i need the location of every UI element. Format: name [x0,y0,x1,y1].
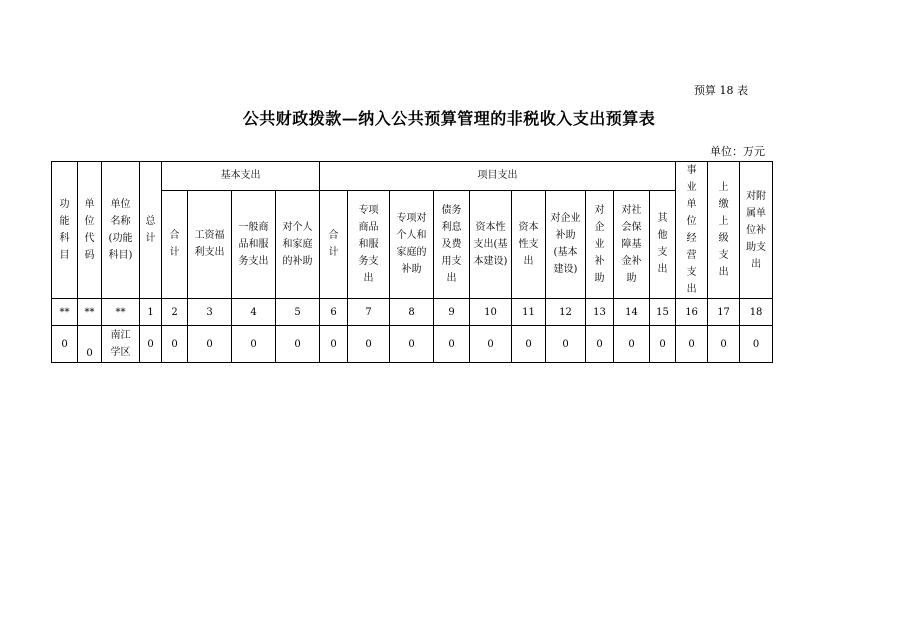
header-cell: 对企业补助(基本建设) [546,190,586,298]
index-cell: ** [78,299,102,326]
table-row [52,326,773,363]
header-cell: 功能科目 [52,162,78,299]
header-cell: 总计 [140,162,162,299]
data-cell: 0 [614,326,650,363]
table-header-row-1 [52,162,773,191]
index-cell: 14 [614,299,650,326]
index-cell: ** [102,299,140,326]
index-cell: 9 [434,299,470,326]
index-cell: 1 [140,299,162,326]
index-cell: 6 [320,299,348,326]
data-cell: 0 [434,326,470,363]
data-cell: 0 [232,326,276,363]
header-cell: 合计 [320,190,348,298]
index-cell: 4 [232,299,276,326]
header-cell: 专项商品和服务支出 [348,190,390,298]
header-cell: 单位名称(功能科目) [102,162,140,299]
header-cell: 工资福利支出 [188,190,232,298]
table-index-row [52,299,773,326]
data-cell: 0 [708,326,740,363]
header-cell: 专项对个人和家庭的补助 [390,190,434,298]
header-cell: 资本性支出(基本建设) [470,190,512,298]
page-title: 公共财政拨款—纳入公共预算管理的非税收入支出预算表 [242,109,656,128]
index-cell: 18 [740,299,773,326]
index-cell: 13 [586,299,614,326]
header-cell: 资本性支出 [512,190,546,298]
index-cell: 10 [470,299,512,326]
unit-label: 单位：万元 [710,145,765,158]
header-cell: 单位代码 [78,162,102,299]
index-cell: 8 [390,299,434,326]
index-cell: 17 [708,299,740,326]
data-cell: 0 [188,326,232,363]
header-cell: 债务利息及费用支出 [434,190,470,298]
header-cell: 对个人和家庭的补助 [276,190,320,298]
index-cell: 7 [348,299,390,326]
index-cell: 5 [276,299,320,326]
header-cell: 对社会保障基金补助 [614,190,650,298]
data-cell: 0 [470,326,512,363]
index-cell: 15 [650,299,676,326]
budget-table [51,161,773,363]
data-cell: 0 [140,326,162,363]
data-cell: 0 [78,326,102,363]
data-cell: 0 [348,326,390,363]
data-cell: 南江学区 [102,326,140,363]
header-cell: 一般商品和服务支出 [232,190,276,298]
group-header-project: 项目支出 [320,162,676,191]
data-cell: 0 [162,326,188,363]
data-cell: 0 [512,326,546,363]
header-cell: 事业单位经营支出 [676,162,708,299]
index-cell: 2 [162,299,188,326]
index-cell: 3 [188,299,232,326]
index-cell: 16 [676,299,708,326]
header-cell: 对企业补助 [586,190,614,298]
form-number: 预算 18 表 [694,84,748,97]
index-cell: 12 [546,299,586,326]
data-cell: 0 [740,326,773,363]
data-cell: 0 [320,326,348,363]
header-cell: 对附属单位补助支出 [740,162,773,299]
header-cell: 合计 [162,190,188,298]
data-cell: 0 [586,326,614,363]
data-cell: 0 [546,326,586,363]
header-cell: 其他支出 [650,190,676,298]
index-cell: 11 [512,299,546,326]
index-cell: ** [52,299,78,326]
data-cell: 0 [276,326,320,363]
data-cell: 0 [676,326,708,363]
data-cell: 0 [52,326,78,363]
group-header-basic: 基本支出 [162,162,320,191]
header-cell: 上缴上级支出 [708,162,740,299]
data-cell: 0 [390,326,434,363]
data-cell: 0 [650,326,676,363]
